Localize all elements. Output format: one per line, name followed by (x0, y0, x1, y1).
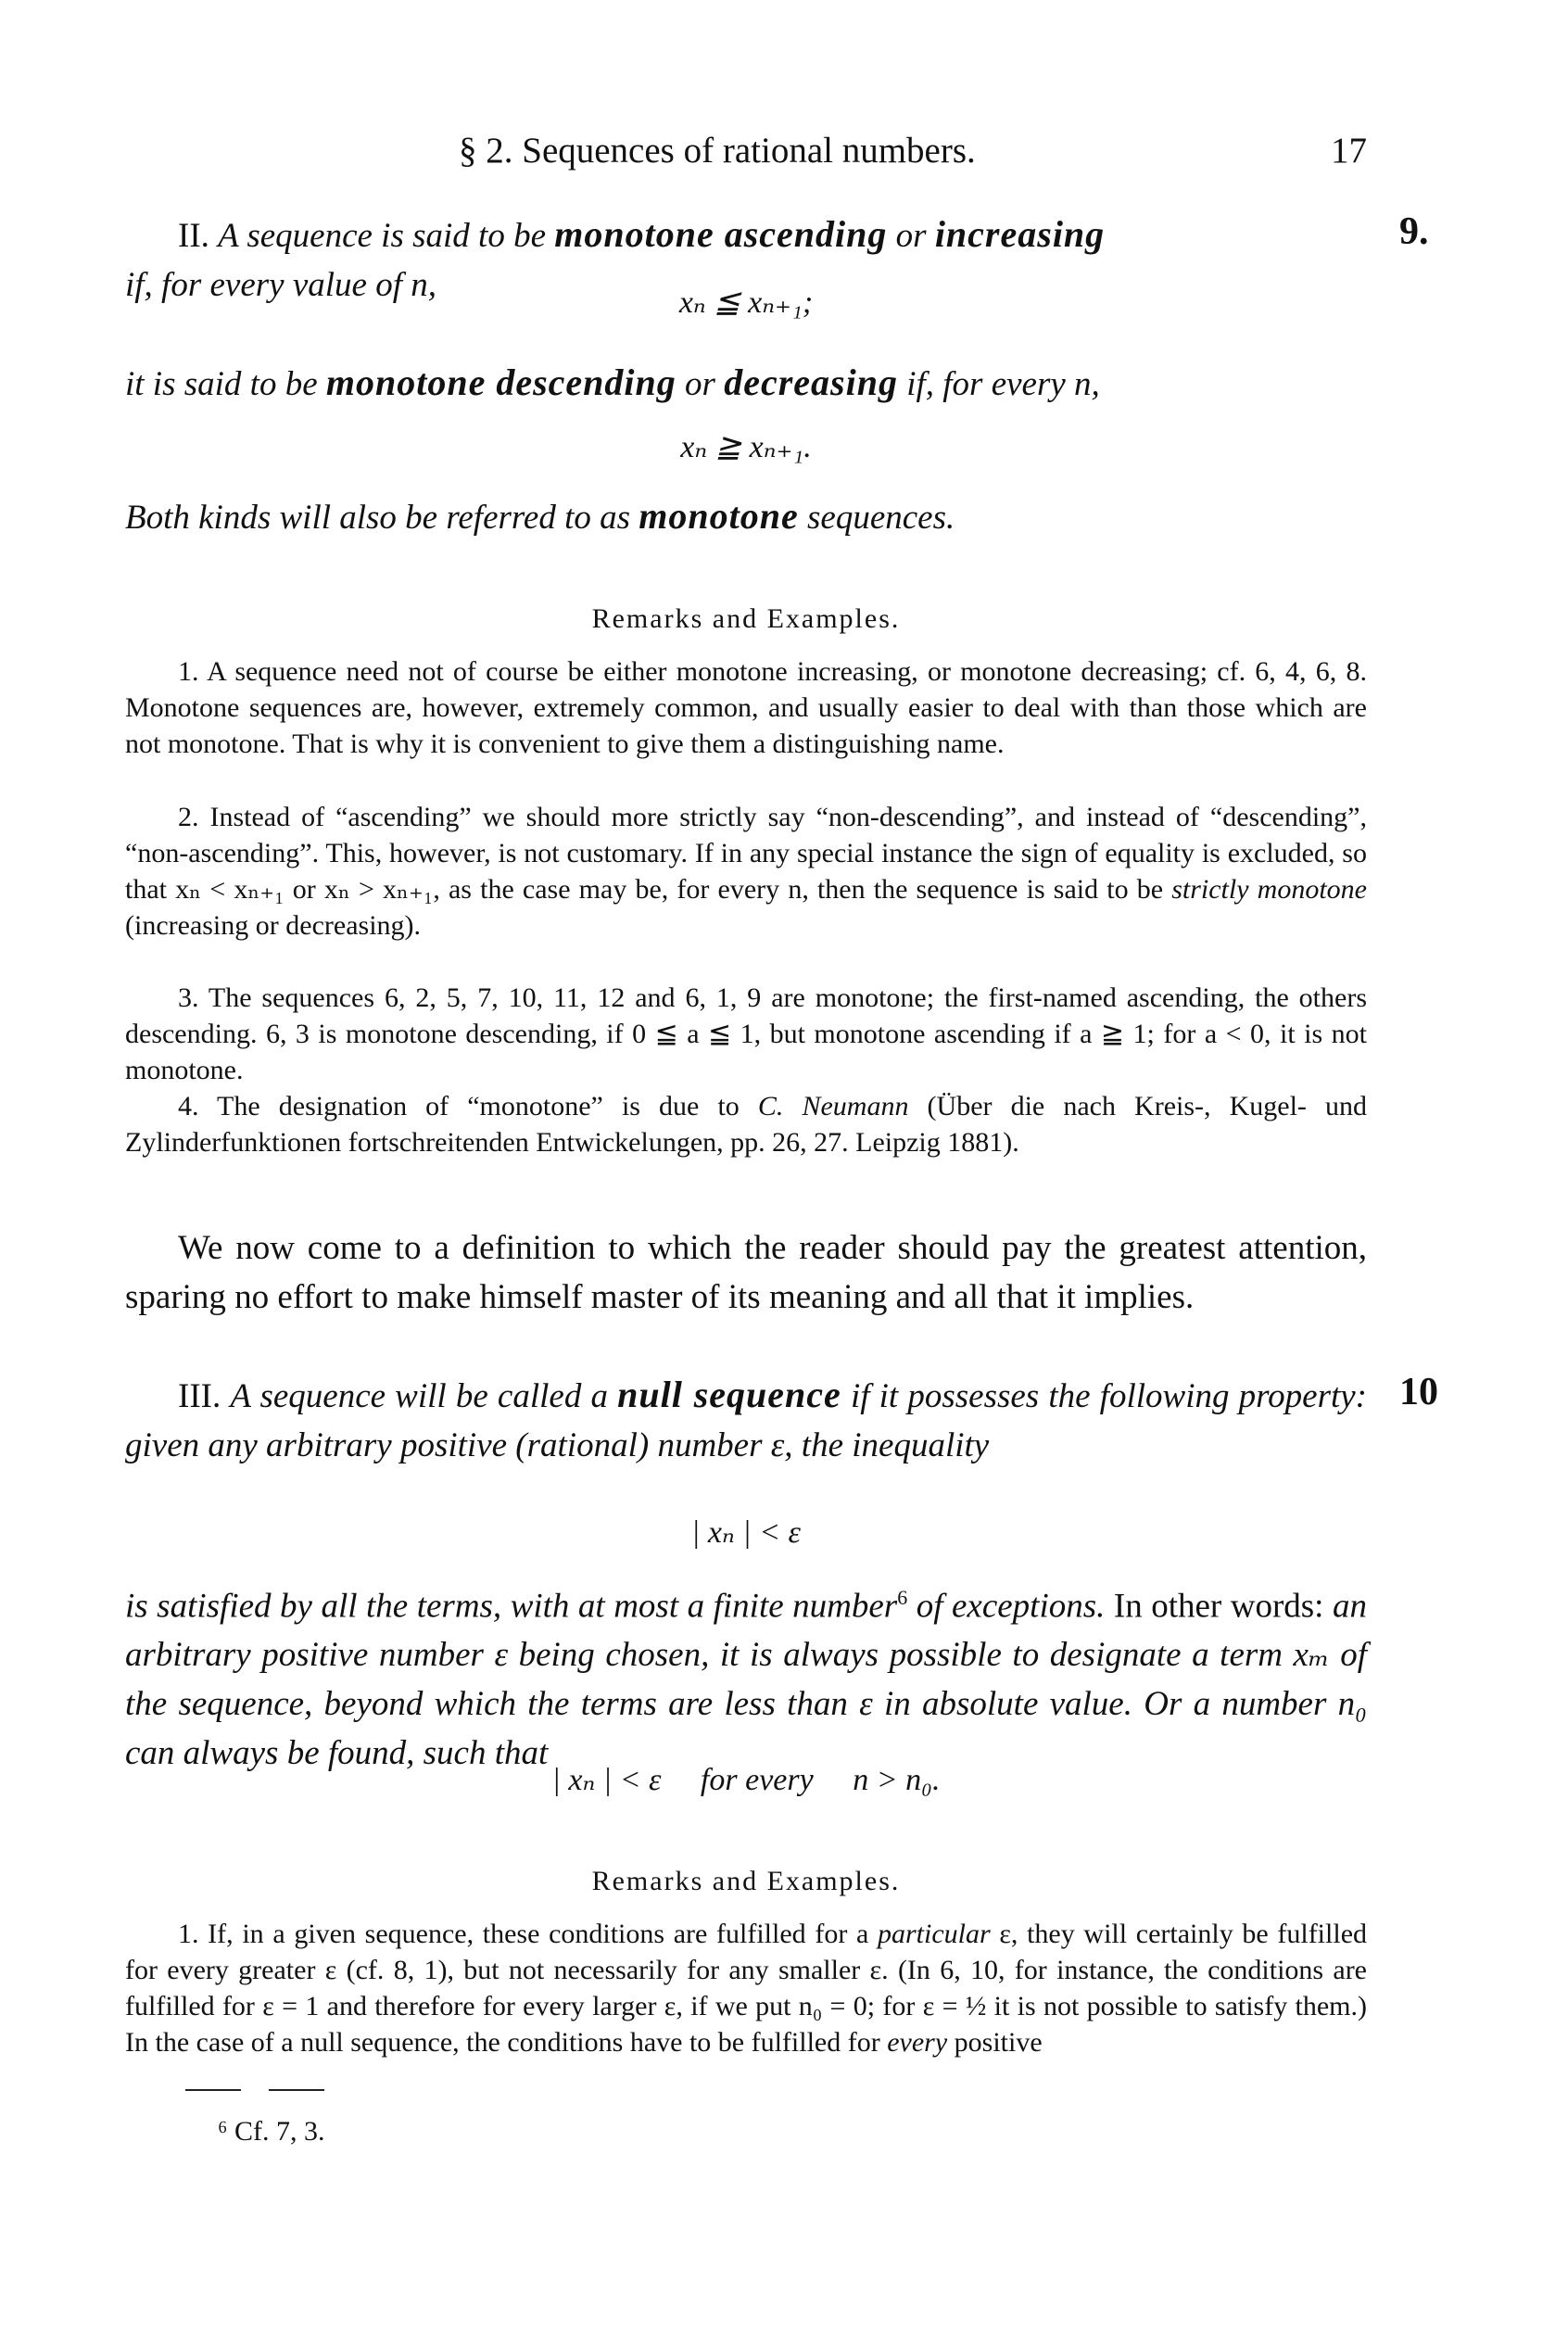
intro-paragraph: We now come to a definition to which the reader should pay the greatest attention, sparing no effort to make himself master of its meaning and all that it implies. (125, 1229, 1367, 1316)
remark-2-1: 1. If, in a given sequence, these conditions are fulfilled for a particular ε, they will certainly be fulfilled for every greater ε (cf. 8, 1), but not necessarily for any smaller ε. (In 6, 10, for instance, the conditions are fulfilled for ε = 1 and therefore for every larger ε, if we put n₀ = 0; for ε = ½ it is not possible to satisfy them.) In the case of a null sequence, the conditions have to be fulfilled for every positive (125, 1919, 1368, 2058)
remark-1-3: 3. The sequences 6, 2, 5, 7, 10, 11, 12 and 6, 1, 9 are monotone; the first-named ascending, the others descending. 6, 3 is monotone descending, if 0 ≦ a ≦ 1, but monotone ascending if a ≧ 1; for a < 0, it is not monotone. (125, 982, 1367, 1085)
term-monotone: monotone (639, 495, 799, 537)
remark-1-4: 4. The designation of “monotone” is due to C. Neumann (Über die nach Kreis-, Kugel- und Zylinderfunktionen fortschreitenden Entwickelungen, pp. 26, 27. Leipzig 1881). (125, 1091, 1367, 1158)
margin-number-10: 10 (1399, 1371, 1438, 1413)
remark-1-1: 1. A sequence need not of course be either monotone increasing, or monotone decreasing; cf. 6, 4, 6, 8. Monotone sequences are, however, extremely common, and usually easier to deal with than those which are not monotone. That is why it is convenient to give them a distinguishing name. (125, 656, 1367, 759)
running-header (459, 130, 1367, 171)
term-decreasing: decreasing (724, 361, 898, 403)
definition-iii-para2: is satisfied by all the terms, with at most a finite number$^6$ of exceptions. In other words: an arbitrary positive number ε being chosen, it is always possible to designate a term xₘ of the sequence, beyond which the terms are less than ε in absolute value. Or a number n₀ can always be found, such that (125, 1586, 1367, 1773)
footnote-marker: 6 (897, 1586, 908, 1609)
margin-number-9: 9. (1399, 210, 1429, 253)
formula-null-inequality: | xₙ | < ε (691, 1515, 801, 1550)
footnote: ⁶ Cf. 7, 3. (218, 2116, 325, 2147)
definition-ii-para1: II. A sequence is said to be monotone ascending or increasing if, for every value of n, (125, 213, 1106, 304)
term-monotone-descending: monotone descending (325, 361, 677, 403)
footnote-rule (185, 2089, 241, 2091)
definition-label: II. (178, 217, 209, 255)
formula-n0: | xₙ | < ε for every n > n₀. (551, 1763, 941, 1797)
remarks-heading-1: Remarks and Examples. (591, 603, 901, 634)
definition-label: III. (178, 1377, 221, 1415)
remarks-heading-2: Remarks and Examples. (591, 1866, 901, 1896)
term-monotone-ascending: monotone ascending (554, 213, 888, 255)
section-title: § 2. Sequences of rational numbers. (459, 131, 976, 171)
definition-ii-para2: it is said to be monotone descending or decreasing if, for every n, (125, 361, 1100, 403)
definition-ii-para3: Both kinds will also be referred to as monotone sequences. (125, 495, 955, 537)
formula-ascending: xₙ ≦ xₙ₊₁; (678, 285, 814, 320)
definition-iii-para1: III. A sequence will be called a null sequence if it possesses the following property: given any arbitrary positive (rational) number ε, the inequality (125, 1374, 1367, 1464)
term-increasing: increasing (934, 213, 1106, 255)
formula-descending: xₙ ≧ xₙ₊₁. (680, 430, 812, 464)
footnote-rule (269, 2089, 324, 2091)
page-number: 17 (1331, 131, 1367, 171)
remark-1-2: 2. Instead of “ascending” we should more strictly say “non-descending”, and instead of “descending”, “non-ascending”. This, however, is not customary. If in any special instance the sign of equality is excluded, so that xₙ < xₙ₊₁ or xₙ > xₙ₊₁, as the case may be, for every n, then the sequence is said to be strictly monotone (increasing or decreasing). (125, 802, 1367, 941)
term-null-sequence: null sequence (617, 1374, 841, 1415)
